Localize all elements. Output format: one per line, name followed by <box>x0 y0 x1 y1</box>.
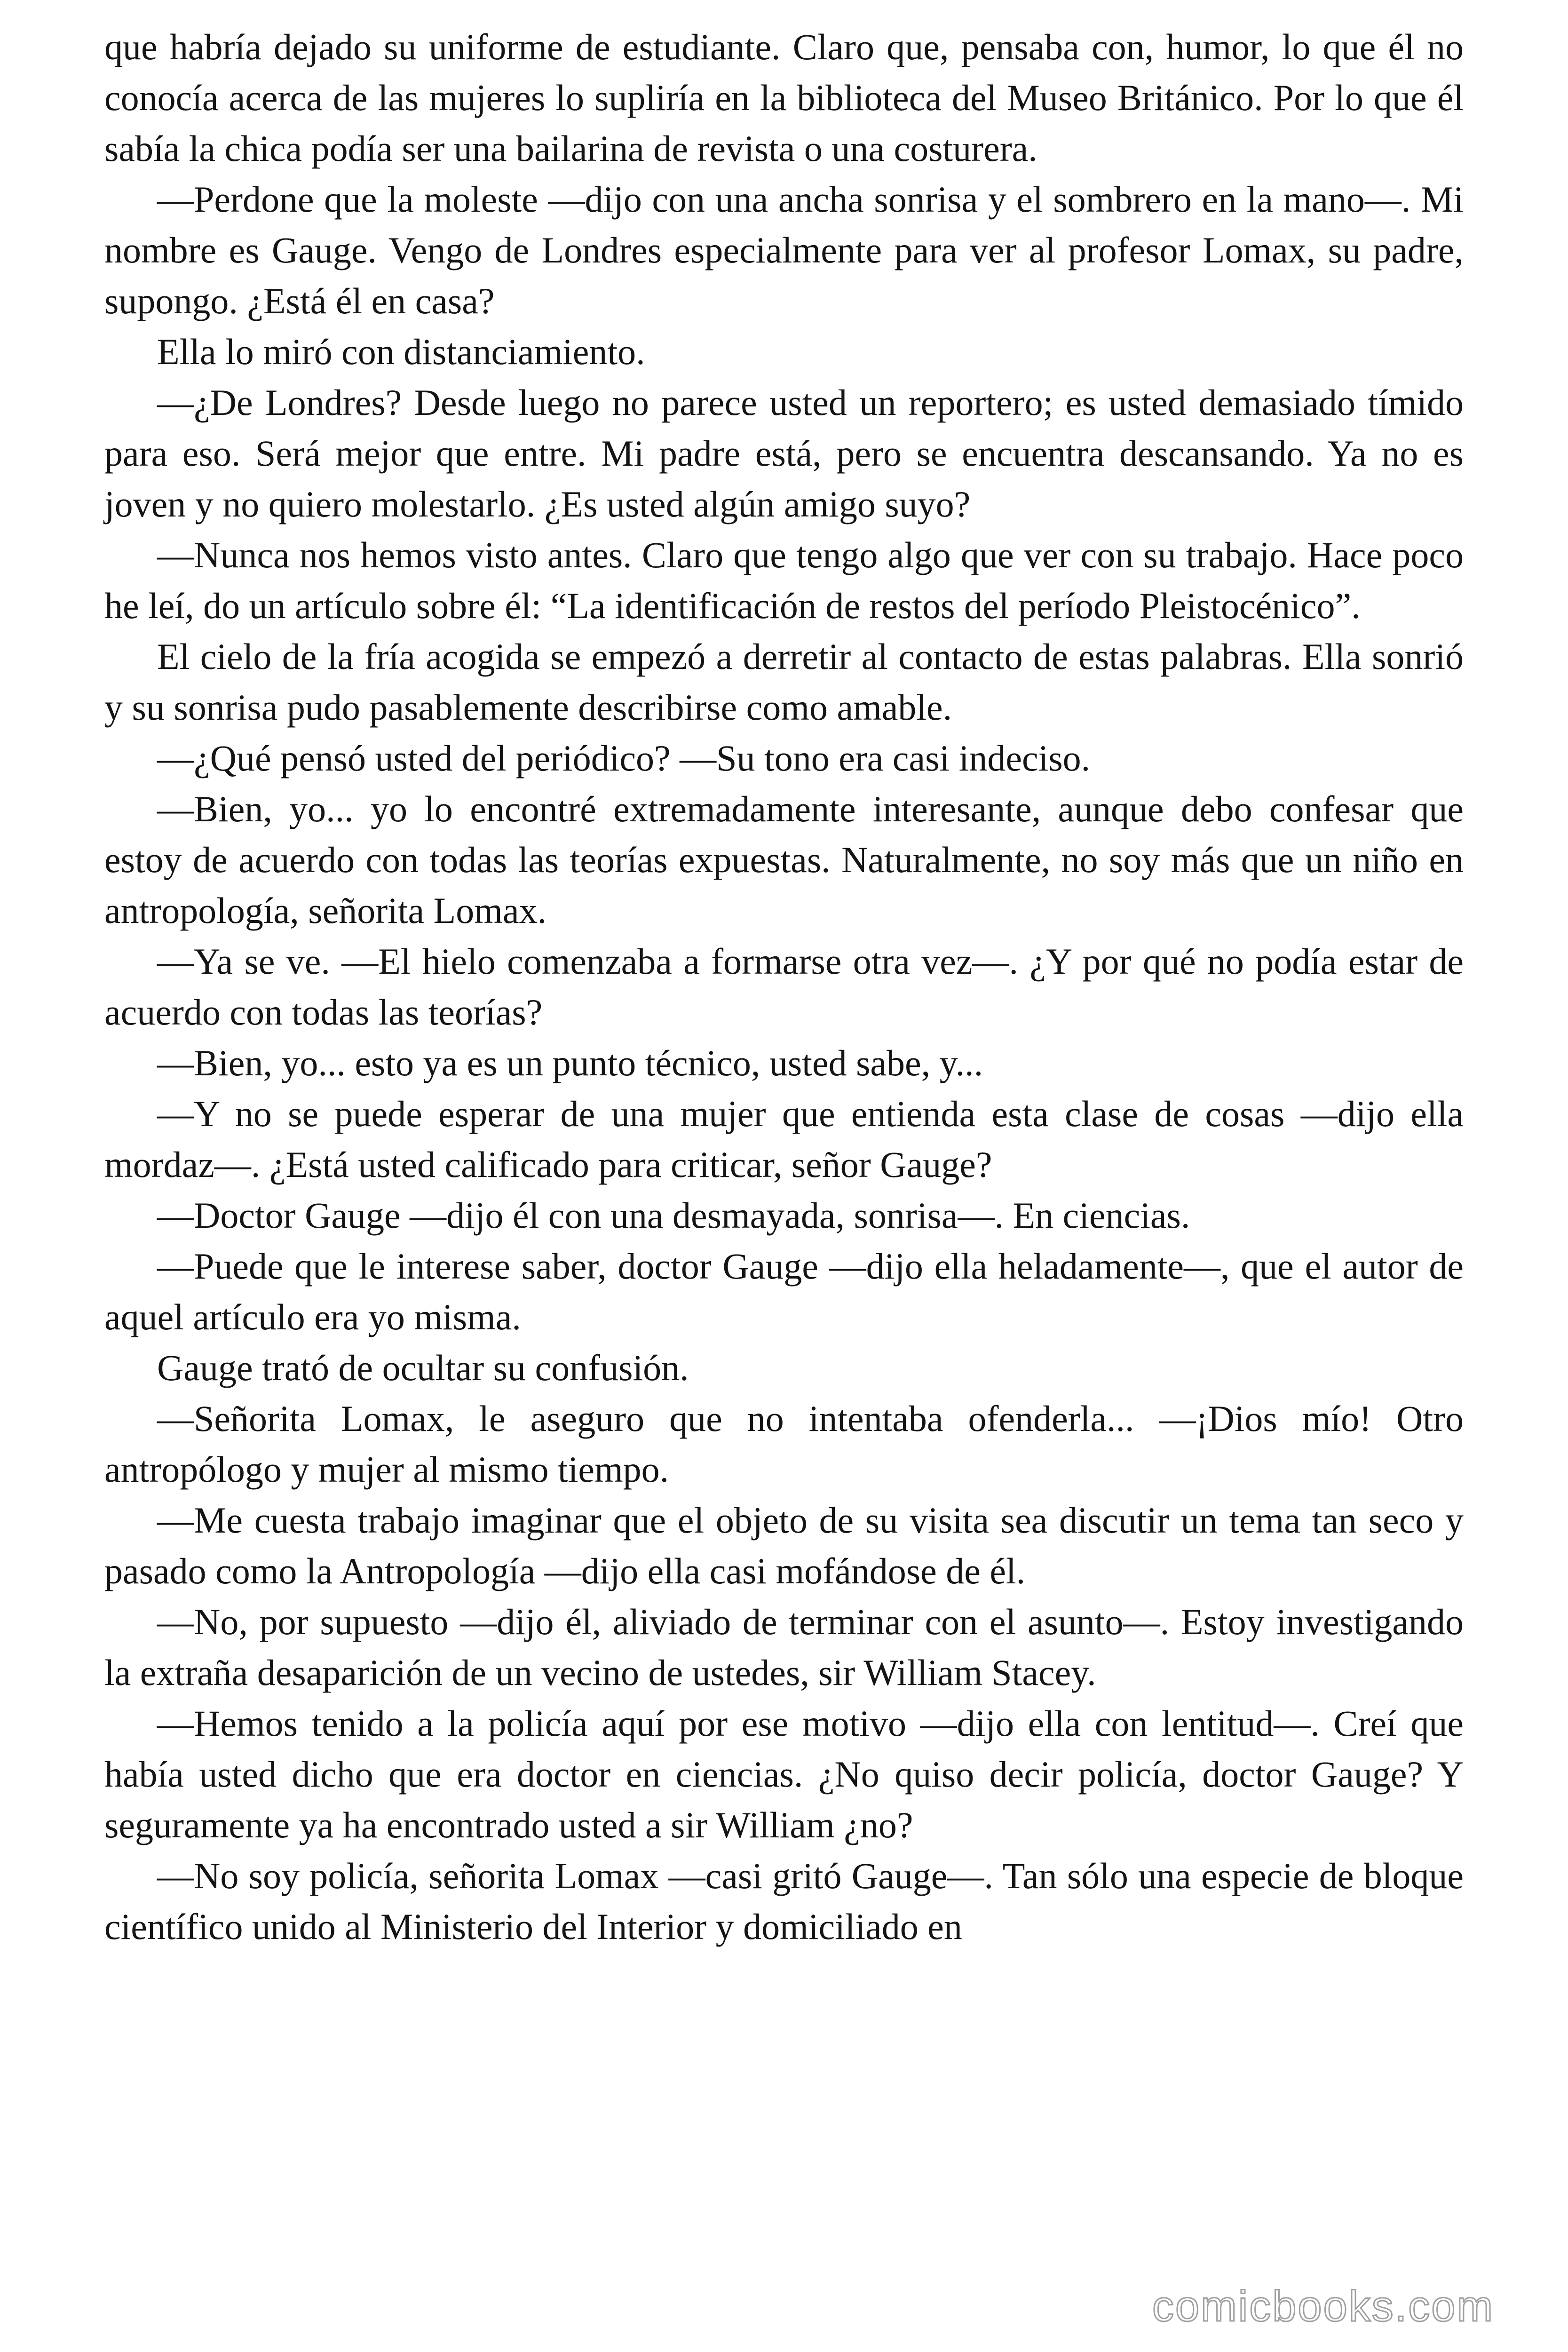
paragraph: —¿De Londres? Desde luego no parece usted un reportero; es usted demasiado tímido para eso. Será mejor que entre. Mi padre está, pero se encuentra descansando. Ya no es joven y no quiero molestarlo. ¿Es usted algún amigo suyo? <box>104 382 1464 524</box>
paragraph: —Me cuesta trabajo imaginar que el objeto de su visita sea discutir un tema tan seco y pasado como la Antropología —dijo ella casi mofándose de él. <box>104 1500 1464 1591</box>
paragraph: —Ya se ve. —El hielo comenzaba a formarse otra vez—. ¿Y por qué no podía estar de acuerdo con todas las teorías? <box>104 941 1464 1033</box>
paragraph: —Nunca nos hemos visto antes. Claro que tengo algo que ver con su trabajo. Hace poco he leí, do un artículo sobre él: “La identificación de restos del período Pleistocénico”. <box>104 534 1464 626</box>
paragraph: —No soy policía, señorita Lomax —casi gritó Gauge—. Tan sólo una especie de bloque científico unido al Ministerio del Interior y domiciliado en <box>104 1855 1464 1947</box>
watermark: comicbooks.com <box>1152 2282 1495 2330</box>
paragraph: Ella lo miró con distanciamiento. <box>157 331 645 372</box>
paragraph: —¿Qué pensó usted del periódico? —Su tono era casi indeciso. <box>157 738 1091 779</box>
paragraph: —Y no se puede esperar de una mujer que entienda esta clase de cosas —dijo ella mordaz—. ¿Está usted calificado para criticar, señor Gauge? <box>104 1093 1464 1185</box>
paragraph: El cielo de la fría acogida se empezó a derretir al contacto de estas palabras. Ella sonrió y su sonrisa pudo pasablemente describirse como amable. <box>104 636 1464 728</box>
paragraph: —Bien, yo... yo lo encontré extremadamente interesante, aunque debo confesar que estoy de acuerdo con todas las teorías expuestas. Naturalmente, no soy más que un niño en antropología, señorita Lomax. <box>104 788 1464 931</box>
book-page-text <box>104 22 1464 1952</box>
paragraph: —Bien, yo... esto ya es un punto técnico, usted sabe, y... <box>157 1042 983 1083</box>
paragraph: —No, por supuesto —dijo él, aliviado de terminar con el asunto—. Estoy investigando la extraña desaparición de un vecino de ustedes, sir William Stacey. <box>104 1601 1464 1693</box>
paragraph: —Doctor Gauge —dijo él con una desmayada, sonrisa—. En ciencias. <box>157 1195 1190 1236</box>
paragraph: que habría dejado su uniforme de estudiante. Claro que, pensaba con, humor, lo que él no conocía acerca de las mujeres lo supliría en la biblioteca del Museo Británico. Por lo que él sabía la chica podía ser una bailarina de revista o una costurera. <box>104 26 1464 169</box>
paragraph: —Señorita Lomax, le aseguro que no intentaba ofenderla... —¡Dios mío! Otro antropólogo y mujer al mismo tiempo. <box>104 1398 1464 1490</box>
paragraph: —Puede que le interese saber, doctor Gauge —dijo ella heladamente—, que el autor de aquel artículo era yo misma. <box>104 1246 1464 1337</box>
paragraph: —Perdone que la moleste —dijo con una ancha sonrisa y el sombrero en la mano—. Mi nombre es Gauge. Vengo de Londres especialmente para ver al profesor Lomax, su padre, supongo. ¿Está él en casa? <box>104 179 1464 321</box>
paragraph: —Hemos tenido a la policía aquí por ese motivo —dijo ella con lentitud—. Creí que había usted dicho que era doctor en ciencias. ¿No quiso decir policía, doctor Gauge? Y seguramente ya ha encontrado usted a sir William ¿no? <box>104 1703 1464 1845</box>
paragraph: Gauge trató de ocultar su confusión. <box>157 1347 689 1388</box>
